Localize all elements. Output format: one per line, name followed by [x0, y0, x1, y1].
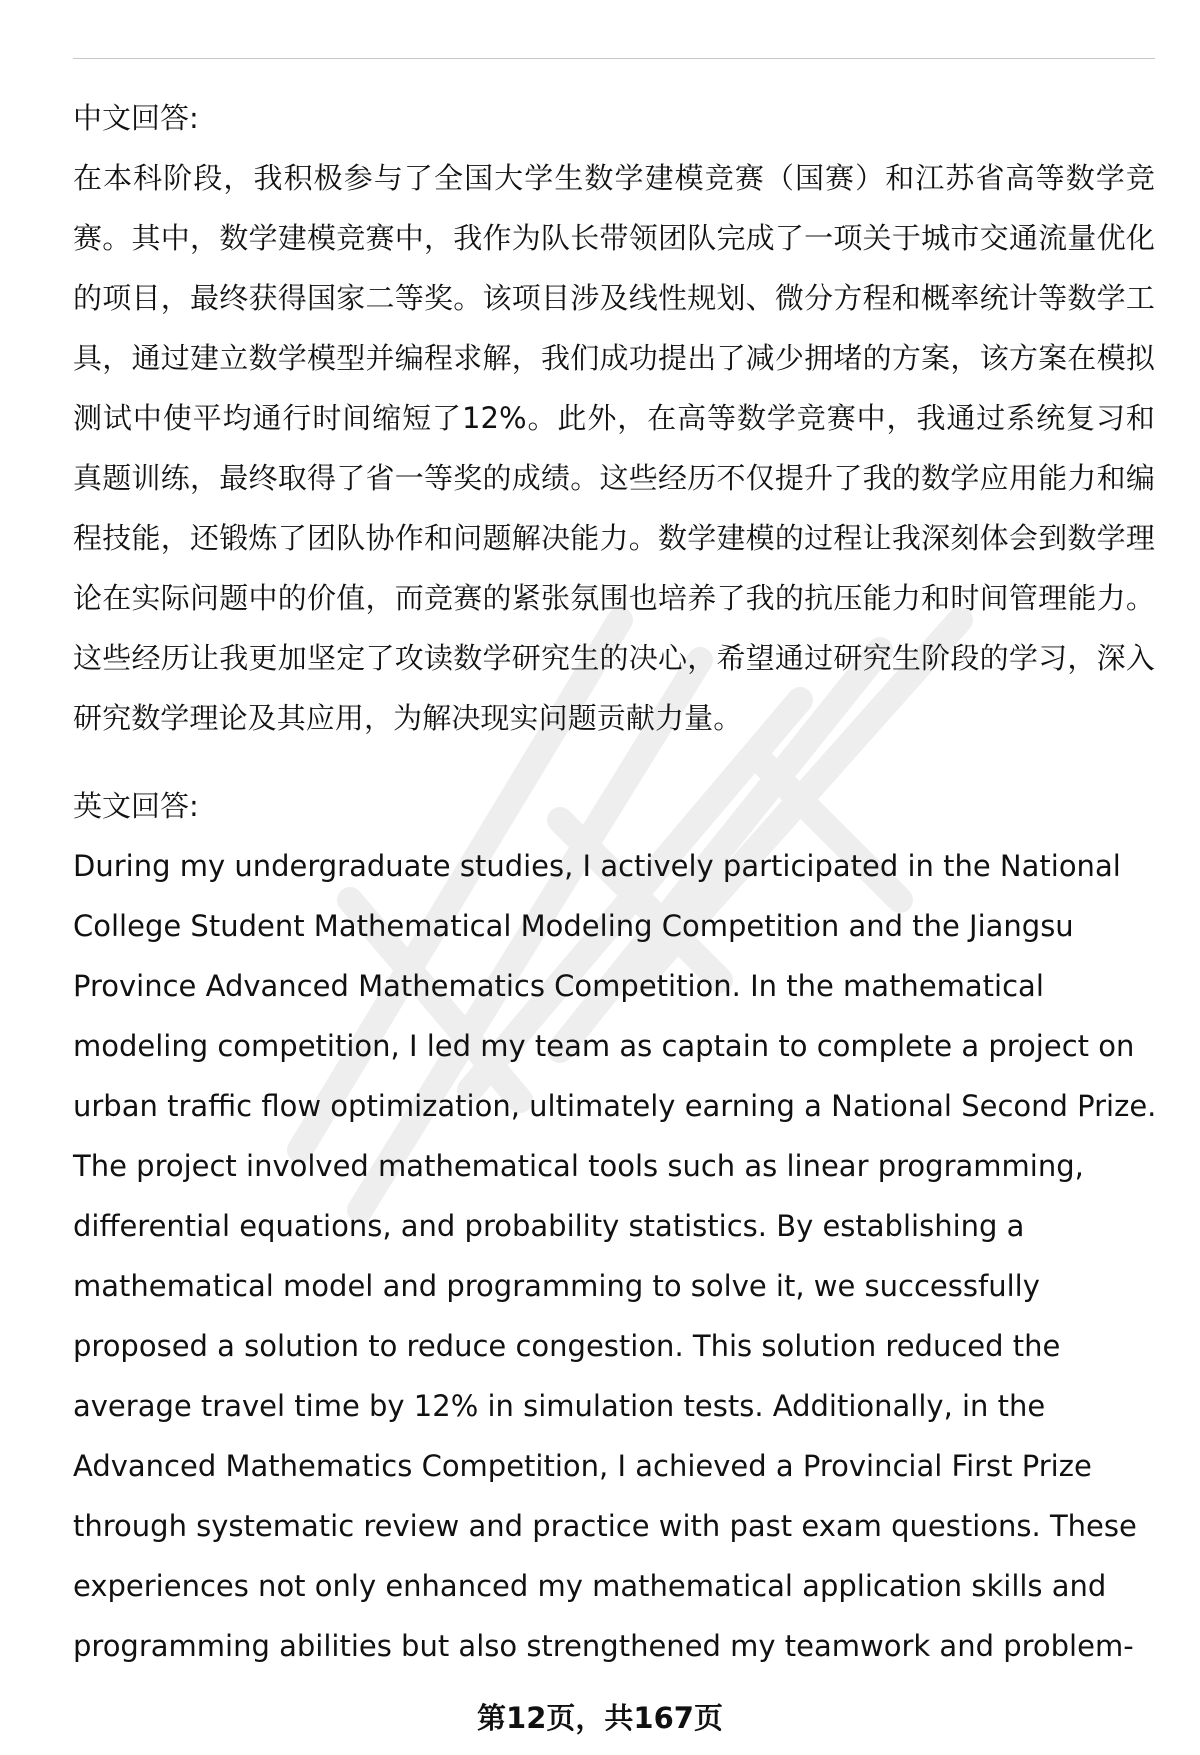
english-answer-line: Advanced Mathematics Competition, I achieved a Provincial First Prize [73, 1449, 1092, 1483]
page-indicator: 第12页，共167页 [477, 1701, 723, 1735]
english-answer-line: Province Advanced Mathematics Competition. In the mathematical [73, 969, 1044, 1003]
english-answer-line: proposed a solution to reduce congestion. This solution reduced the [73, 1329, 1061, 1363]
english-answer-line: modeling competition, I led my team as captain to complete a project on [73, 1029, 1135, 1063]
english-answer-line: mathematical model and programming to solve it, we successfully [73, 1269, 1040, 1303]
english-answer-line: programming abilities but also strengthened my teamwork and problem- [73, 1629, 1134, 1663]
english-answer-line: average travel time by 12% in simulation tests. Additionally, in the [73, 1389, 1046, 1423]
header-divider [73, 58, 1155, 59]
chinese-answer-section [73, 88, 1155, 748]
english-answer-line: During my undergraduate studies, I actively participated in the National [73, 849, 1121, 883]
document-body [73, 88, 1155, 1676]
english-answer-section [73, 776, 1155, 1676]
chinese-answer-label: 中文回答: [73, 101, 199, 135]
english-answer-line: experiences not only enhanced my mathematical application skills and [73, 1569, 1107, 1603]
english-answer-line: differential equations, and probability statistics. By establishing a [73, 1209, 1025, 1243]
english-answer-line: College Student Mathematical Modeling Competition and the Jiangsu [73, 909, 1074, 943]
english-answer-text [73, 836, 1155, 1676]
english-answer-line: urban traffic flow optimization, ultimately earning a National Second Prize. [73, 1089, 1157, 1123]
english-answer-label: 英文回答: [73, 789, 199, 823]
chinese-answer-text: 在本科阶段，我积极参与了全国大学生数学建模竞赛（国赛）和江苏省高等数学竞赛。其中，数学建模竞赛中，我作为队长带领团队完成了一项关于城市交通流量优化的项目，最终获得国家二等奖。该项目涉及线性规划、微分方程和概率统计等数学工具，通过建立数学模型并编程求解，我们成功提出了减少拥堵的方案，该方案在模拟测试中使平均通行时间缩短了12%。此外，在高等数学竞赛中，我通过系统复习和真题训练，最终取得了省一等奖的成绩。这些经历不仅提升了我的数学应用能力和编程技能，还锻炼了团队协作和问题解决能力。数学建模的过程让我深刻体会到数学理论在实际问题中的价值，而竞赛的紧张氛围也培养了我的抗压能力和时间管理能力。这些经历让我更加坚定了攻读数学研究生的决心，希望通过研究生阶段的学习，深入研究数学理论及其应用，为解决现实问题贡献力量。 [73, 161, 1155, 735]
english-answer-line: The project involved mathematical tools such as linear programming, [73, 1149, 1084, 1183]
english-answer-line: through systematic review and practice with past exam questions. These [73, 1509, 1137, 1543]
section-gap [73, 748, 1155, 776]
